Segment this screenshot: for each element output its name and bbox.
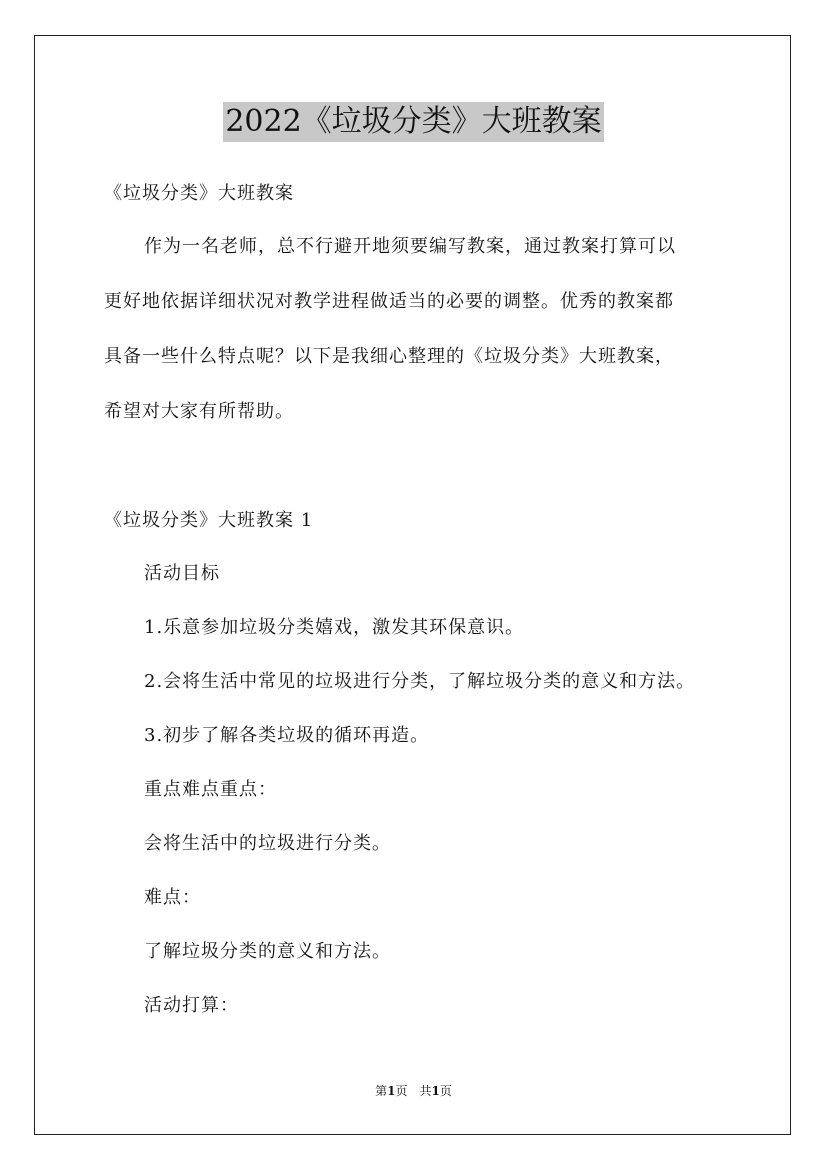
goal-item-2: 2.会将生活中常见的垃圾进行分类，了解垃圾分类的意义和方法。: [144, 671, 696, 692]
subtitle: 《垃圾分类》大班教案: [104, 183, 294, 204]
document-title: 2022《垃圾分类》大班教案: [223, 102, 603, 142]
goal-item-3: 3.初步了解各类垃圾的循环再造。: [144, 725, 430, 746]
title-container: [0, 102, 827, 142]
activity-goal-heading: 活动目标: [144, 563, 220, 584]
key-points-heading: 重点难点重点：: [144, 779, 277, 800]
footer-mid: 页 共: [395, 1084, 432, 1098]
footer-page-total: 1: [431, 1084, 440, 1098]
footer-page-number: 1: [387, 1084, 396, 1098]
footer-prefix: 第: [375, 1084, 388, 1098]
goal-item-1: 1.乐意参加垃圾分类嬉戏，激发其环保意识。: [144, 617, 525, 638]
page-footer: [0, 1083, 827, 1099]
intro-line-1: 作为一名老师，总不行避开地须要编写教案，通过教案打算可以: [144, 236, 676, 257]
section-heading: 《垃圾分类》大班教案 1: [104, 510, 314, 531]
activity-prep-heading: 活动打算：: [144, 995, 239, 1016]
difficulty-text: 了解垃圾分类的意义和方法。: [144, 941, 391, 962]
intro-line-4: 希望对大家有所帮助。: [104, 401, 294, 422]
key-point-text: 会将生活中的垃圾进行分类。: [144, 833, 391, 854]
intro-line-3: 具备一些什么特点呢？以下是我细心整理的《垃圾分类》大班教案，: [104, 346, 674, 367]
intro-line-2: 更好地依据详细状况对教学进程做适当的必要的调整。优秀的教案都: [104, 291, 674, 312]
footer-suffix: 页: [439, 1084, 452, 1098]
difficulty-heading: 难点：: [144, 887, 201, 908]
